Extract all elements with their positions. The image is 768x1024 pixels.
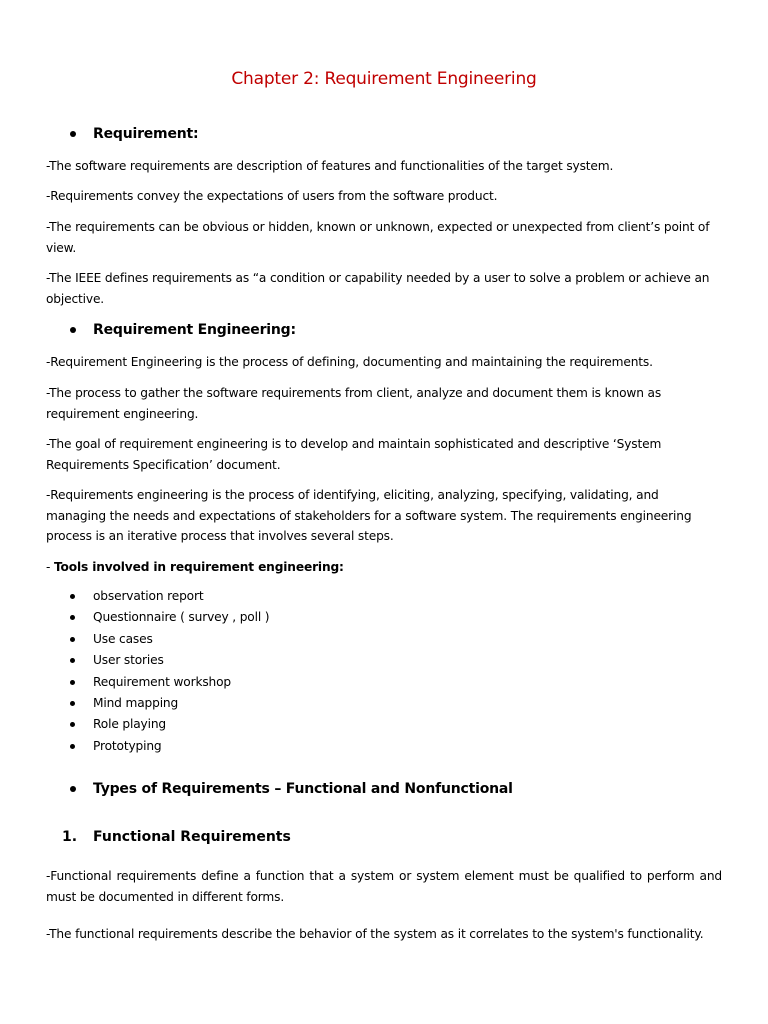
list-item-text: Use cases xyxy=(93,631,153,646)
heading-types-text: Types of Requirements – Functional and Nonfunctional xyxy=(93,781,513,797)
list-item-text: Role playing xyxy=(93,717,166,732)
bullet-icon xyxy=(70,615,75,620)
tools-prefix: - xyxy=(46,560,54,574)
paragraph: -Requirement Engineering is the process of defining, documenting and maintaining the requirements. xyxy=(46,355,653,369)
list-item-text: Prototyping xyxy=(93,738,162,753)
list-item-text: observation report xyxy=(93,589,204,603)
list-item-text: Requirement workshop xyxy=(93,674,232,689)
tools-label-text: Tools involved in requirement engineering: xyxy=(53,560,344,574)
bullet-icon xyxy=(70,701,75,706)
bullet-icon xyxy=(70,722,75,727)
paragraph: -The process to gather the software requirements from client, analyze and document them is known as requirement engineering. xyxy=(46,386,662,421)
bullet-icon xyxy=(70,594,75,599)
paragraph: -Requirements engineering is the process of identifying, eliciting, analyzing, specifying, validating, and managing the needs and expectations of stakeholders for a software system. The requirements engineering process is an iterative process that involves several steps. xyxy=(46,488,692,543)
paragraph: -The software requirements are description of features and functionalities of the target system. xyxy=(46,159,614,173)
paragraph: -The requirements can be obvious or hidden, known or unknown, expected or unexpected from client’s point of view. xyxy=(46,220,710,255)
heading-requirement-text: Requirement: xyxy=(93,126,199,142)
paragraph: -Functional requirements define a function that a system or system element must be qualified to perform and must be documented in different forms. xyxy=(46,869,722,904)
bullet-icon xyxy=(70,637,75,642)
list-item-text: Mind mapping xyxy=(93,695,179,710)
heading-number: 1. xyxy=(62,829,78,845)
bullet-icon xyxy=(70,744,75,749)
bullet-icon xyxy=(70,680,75,685)
heading-requirement-engineering-text: Requirement Engineering: xyxy=(93,322,296,338)
tools-label xyxy=(46,557,344,577)
paragraph: -Requirements convey the expectations of users from the software product. xyxy=(46,189,498,203)
bullet-icon xyxy=(70,327,76,333)
paragraph: -The goal of requirement engineering is to develop and maintain sophisticated and descriptive ‘System Requirements Specification’ document. xyxy=(46,437,662,472)
bullet-icon xyxy=(70,131,76,137)
list-item-text: User stories xyxy=(93,653,164,668)
bullet-icon xyxy=(70,658,75,663)
bullet-icon xyxy=(70,786,76,792)
paragraph: -The IEEE defines requirements as “a condition or capability needed by a user to solve a problem or achieve an objective. xyxy=(46,271,710,306)
paragraph: -The functional requirements describe the behavior of the system as it correlates to the system's functionality. xyxy=(46,927,704,941)
heading-functional-text: Functional Requirements xyxy=(93,829,291,845)
list-item-text: Questionnaire ( survey , poll ) xyxy=(93,610,270,625)
chapter-title: Chapter 2: Requirement Engineering xyxy=(231,69,537,89)
